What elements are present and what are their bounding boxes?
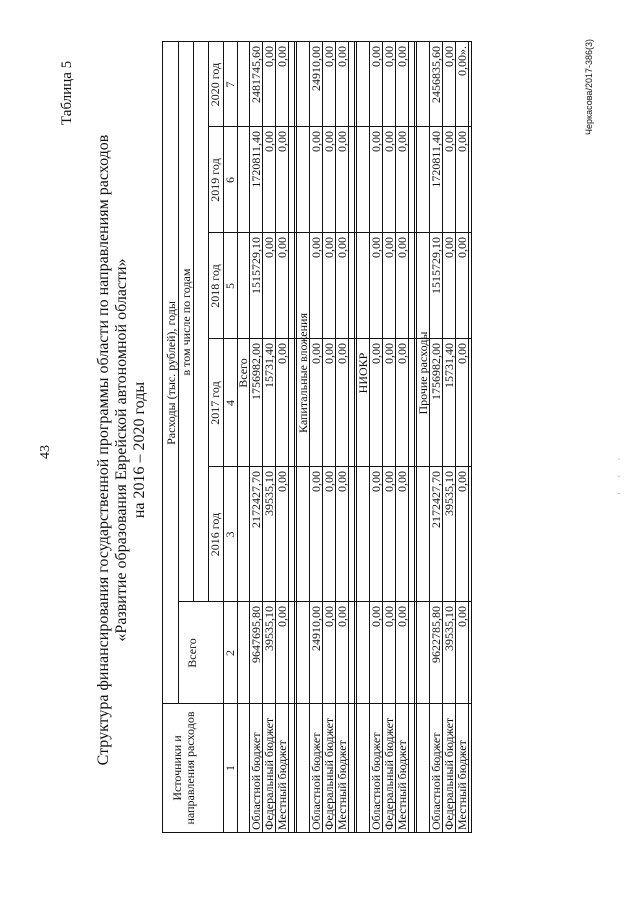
section-title: Всего [236,358,250,388]
table-cell-value: 0,00 [309,471,323,492]
header-colnum-1: 1 [223,765,237,771]
table-cell-value: 0,00 [335,237,349,258]
table-cell-value: 0,00 [382,46,396,67]
table-cell-value: 0,00 [309,343,323,364]
table-cell-value: 2481745,60 [249,46,263,103]
table-cell-value: 0,00 [322,606,336,627]
scan-marks: · · · [614,451,624,495]
table-cell-value: 0,00 [382,606,396,627]
title-line-1: Структура финансирования государственной программы области по направлениям расходов [95,134,112,766]
grid-line-h [408,42,409,832]
header-colnum-3: 3 [223,531,237,538]
table-row-label: Областной бюджет [309,732,323,830]
table-cell-value: 0,00 [262,131,276,152]
header-colnum-6: 6 [223,177,237,183]
header-colnum-4: 4 [223,400,237,406]
table-cell-value: 0,00 [395,131,409,152]
grid-line-h [348,42,349,832]
table-cell-value: 0,00 [382,471,396,492]
table-cell-value: 0,00 [369,343,383,364]
table-row-label: Областной бюджет [249,732,263,830]
table-cell-value: 39535,10 [262,471,276,516]
table-cell-value: 0,00». [455,46,469,76]
table-cell-value: 0,00 [335,131,349,152]
table-cell-value: 0,00 [455,131,469,152]
table-cell-value: 0,00 [395,471,409,492]
table-cell-value: 9647695,80 [249,606,263,663]
header-expenses: Расходы (тыс. рублей), годы [164,301,178,445]
table-row-label: Федеральный бюджет [382,717,396,830]
table-cell-value: 0,00 [309,237,323,258]
footer-code: Черкасова/2017-386(3) [584,39,594,135]
table-row-label: Федеральный бюджет [442,717,456,830]
section-title: Капитальные вложения [296,313,310,433]
table-cell-value: 24910,00 [309,606,323,651]
table-cell-value: 0,00 [442,46,456,67]
header-sources-line1: Источники и [170,735,184,801]
table-cell-value: 0,00 [442,131,456,152]
section-title: Прочие расходы [416,331,430,415]
title-line-3: на 2016 – 2020 годы [131,381,148,519]
table-cell-value: 0,00 [309,131,323,152]
table-cell-value: 0,00 [275,471,289,492]
table-row-label: Федеральный бюджет [322,717,336,830]
page-number: 43 [38,445,53,459]
table-row-label: Местный бюджет [335,740,349,830]
grid-line-h [288,42,289,832]
header-by-years: в том числе по годам [179,268,193,376]
table-cell-value: 0,00 [262,46,276,67]
table-cell-value: 0,00 [455,606,469,627]
table-cell-value: 15731,40 [442,343,456,388]
header-colnum-2: 2 [223,650,237,656]
table-row-label: Областной бюджет [369,732,383,830]
table-cell-value: 2172427,70 [249,471,263,528]
header-year-3: 2018 год [208,264,222,308]
table-cell-value: 2456835,60 [429,46,443,103]
section-title: НИОКР [356,352,370,394]
table-cell-value: 1720811,40 [429,131,443,188]
table-cell-value: 0,00 [455,471,469,492]
table-cell-value: 39535,10 [442,606,456,651]
table-cell-value: 0,00 [395,46,409,67]
header-year-1: 2016 год [208,512,222,557]
table-cell-value: 0,00 [335,606,349,627]
table-cell-value: 0,00 [369,131,383,152]
table-row-label: Местный бюджет [275,740,289,830]
table-row-label: Федеральный бюджет [262,717,276,830]
table-cell-value: 0,00 [369,46,383,67]
table-cell-value: 0,00 [335,343,349,364]
table-cell-value: 0,00 [275,606,289,627]
header-colnum-7: 7 [223,81,237,88]
table-cell-value: 0,00 [442,237,456,258]
table-cell-value: 1515729,10 [249,237,263,294]
header-year-2: 2017 год [208,381,222,425]
grid-line-h [468,42,469,832]
table-cell-value: 0,00 [275,343,289,364]
table-cell-value: 0,00 [322,131,336,152]
table-cell-value: 0,00 [395,606,409,627]
table-cell-value: 0,00 [322,237,336,258]
table-cell-value: 0,00 [395,343,409,364]
table-cell-value: 0,00 [335,46,349,67]
table-row-label: Местный бюджет [455,740,469,830]
table-cell-value: 1720811,40 [249,131,263,188]
grid-line-h [193,42,194,602]
table-cell-value: 0,00 [275,237,289,258]
table-cell-value: 0,00 [369,237,383,258]
table-cell-value: 0,00 [322,471,336,492]
table-cell-value: 9622785,80 [429,606,443,663]
table-cell-value: 0,00 [382,237,396,258]
table-cell-value: 0,00 [395,237,409,258]
table-cell-value: 0,00 [382,343,396,364]
financing-table [162,41,472,833]
table-cell-value: 0,00 [275,131,289,152]
table-cell-value: 39535,10 [442,471,456,516]
table-row-label: Областной бюджет [429,732,443,830]
table-row-label: Местный бюджет [395,740,409,830]
table-caption: Таблица 5 [59,60,75,125]
table-cell-value: 0,00 [335,471,349,492]
table-cell-value: 15731,40 [262,343,276,388]
table-cell-value: 2172427,70 [429,471,443,528]
grid-line-h [178,42,179,704]
table-cell-value: 0,00 [262,237,276,258]
header-colnum-5: 5 [223,283,237,289]
table-cell-value: 24910,00 [309,46,323,91]
header-year-5: 2020 год [208,62,222,107]
table-cell-value: 0,00 [382,131,396,152]
table-cell-value: 0,00 [369,606,383,627]
table-cell-value: 1515729,10 [429,237,443,294]
table-cell-value: 0,00 [369,471,383,492]
grid-line-h [223,42,224,832]
header-year-4: 2019 год [208,158,222,202]
table-cell-value: 1756982,00 [429,343,443,400]
table-cell-value: 1756982,00 [249,343,263,400]
table-cell-value: 39535,10 [262,606,276,651]
table-cell-value: 0,00 [455,343,469,364]
header-sources-line2: направления расходов [183,711,197,825]
header-total: Всего [185,638,199,668]
table-cell-value: 0,00 [455,237,469,258]
table-cell-value: 0,00 [275,46,289,67]
table-cell-value: 0,00 [322,46,336,67]
title-line-2: «Развитие образования Еврейской автономной области» [113,258,130,642]
table-cell-value: 0,00 [322,343,336,364]
